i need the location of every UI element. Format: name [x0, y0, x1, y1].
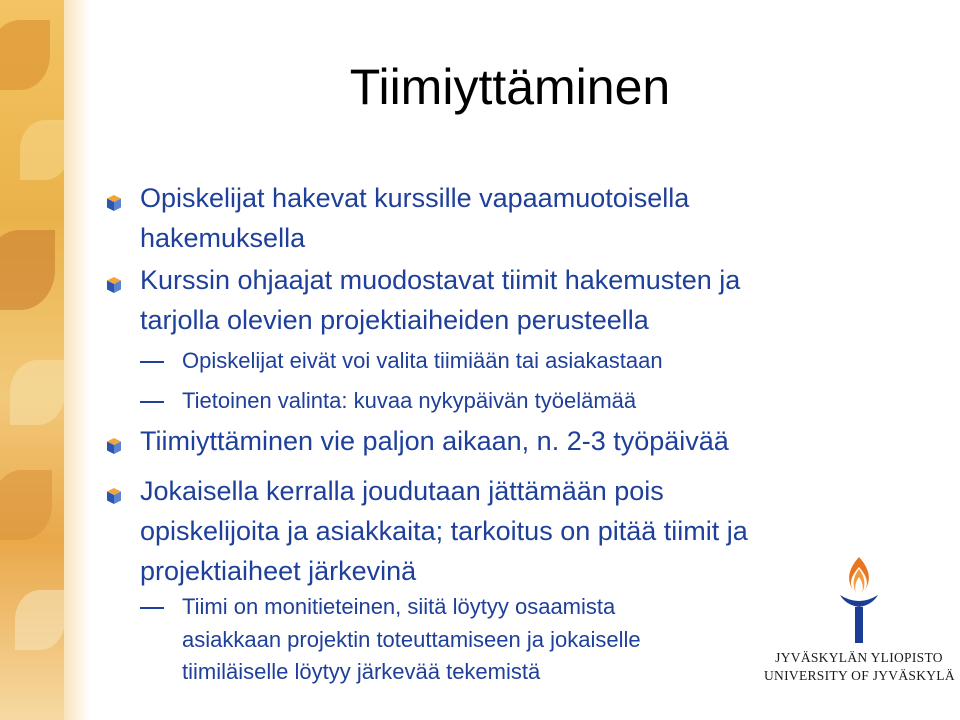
- cube-bullet-icon: [106, 487, 122, 505]
- torch-flame-icon: [834, 555, 884, 647]
- bullet-1-line-1: Opiskelijat hakevat kurssille vapaamuotoisella: [140, 183, 690, 213]
- sub-bullet-dash: [140, 361, 164, 363]
- university-logo: [764, 555, 954, 695]
- bullet-2-sub-1: Opiskelijat eivät voi valita tiimiään tai asiakastaan: [182, 348, 663, 373]
- cube-bullet-icon: [106, 437, 122, 455]
- bullet-1-line-2: hakemuksella: [140, 223, 306, 253]
- bullet-4-sub-1-line-3: tiimiläiselle löytyy järkevää tekemistä: [182, 659, 541, 684]
- logo-text-fi: JYVÄSKYLÄN YLIOPISTO: [775, 650, 943, 665]
- bullet-3-line-1: Tiimiyttäminen vie paljon aikaan, n. 2-3 työpäivää: [140, 426, 729, 456]
- cube-bullet-icon: [106, 276, 122, 294]
- logo-text-en: UNIVERSITY OF JYVÄSKYLÄ: [764, 668, 955, 683]
- bullet-4-line-2: opiskelijoita ja asiakkaita; tarkoitus on pitää tiimit ja: [140, 516, 748, 546]
- bullet-2-line-2: tarjolla olevien projektiaiheiden perusteella: [140, 305, 649, 335]
- bullet-4-sub-1-line-1: Tiimi on monitieteinen, siitä löytyy osaamista: [182, 594, 616, 619]
- bullet-4-line-1: Jokaisella kerralla joudutaan jättämään pois: [140, 476, 664, 506]
- bullet-2-line-1: Kurssin ohjaajat muodostavat tiimit hakemusten ja: [140, 265, 741, 295]
- sub-bullet-dash: [140, 401, 164, 403]
- cube-bullet-icon: [106, 194, 122, 212]
- bullet-2-sub-2: Tietoinen valinta: kuvaa nykypäivän työelämää: [182, 388, 637, 413]
- bullet-4-line-3: projektiaiheet järkevinä: [140, 556, 417, 586]
- slide-title: Tiimiyttäminen: [349, 59, 671, 115]
- sub-bullet-dash: [140, 607, 164, 609]
- bullet-4-sub-1-line-2: asiakkaan projektin toteuttamiseen ja jokaiselle: [182, 627, 641, 652]
